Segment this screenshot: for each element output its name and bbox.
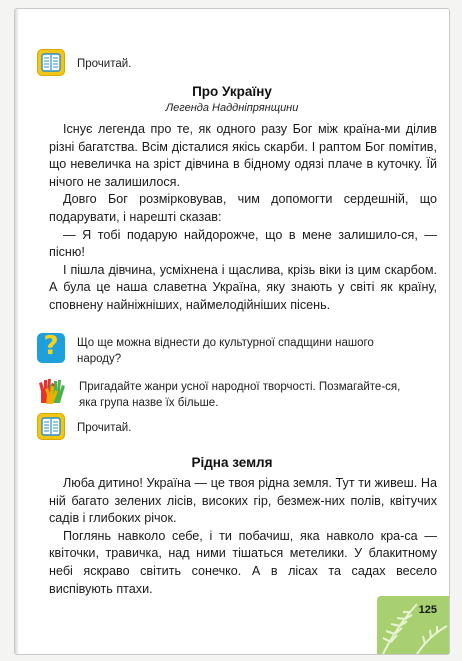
book-icon — [37, 49, 65, 76]
story-title: Про Україну — [192, 84, 272, 99]
task-instruction: Прочитай. — [77, 58, 132, 70]
task-group-work — [37, 377, 415, 411]
task-read-2 — [37, 413, 131, 440]
page-number-corner — [377, 596, 449, 654]
story-text — [49, 475, 437, 598]
paragraph: Існує легенда про те, як одного разу Бог між країна-ми ділив різні багатства. Всім дісталися якісь скарби. І раптом Бог помітив, що невеличка на зріст дівчина в бідному одязі плаче в куточку. Їй нічого не залишилося. — [49, 122, 437, 189]
textbook-page — [14, 8, 450, 655]
paragraph: І пішла дівчина, усміхнена і щаслива, крізь віки із цим скарбом. А була це наша славетна Україна, яку знають у світі як країну, сповнену найніжніших, наймелодійніших пісень. — [49, 262, 437, 312]
question-icon: ? — [37, 333, 65, 363]
task-instruction: Прочитай. — [77, 422, 132, 434]
paragraph: Поглянь навколо себе, і ти побачиш, яка навколо кра-са — квіточки, травичка, над ними тішаться метелики. У блакитному небі яскраво світить сонечко. А в лісах та садах весело виспівують птахи. — [49, 528, 437, 596]
book-icon — [37, 413, 65, 440]
story-subtitle: Легенда Наддніпрянщини — [165, 102, 299, 114]
fern-decoration-icon — [377, 596, 449, 654]
story-title: Рідна земля — [191, 455, 273, 470]
paragraph: Довго Бог розмірковував, чим допомогти сердешній, що подарувати, і нарешті сказав: — [49, 192, 437, 224]
hands-icon — [37, 377, 67, 405]
task-read-1 — [37, 49, 131, 76]
story-text — [49, 121, 437, 315]
task-instruction: Пригадайте жанри усної народної творчості. Позмагайте-ся, яка група назве їх більше. — [79, 381, 401, 409]
task-instruction: Що ще можна віднести до культурної спадщини нашого народу? — [77, 337, 374, 365]
task-question — [37, 333, 411, 367]
page-number: 125 — [418, 604, 437, 616]
paragraph: — Я тобі подарую найдорожче, що в мене залишило-ся, — пісню! — [49, 227, 437, 260]
paragraph: Люба дитино! Україна — це твоя рідна земля. Тут ти живеш. На ній багато зелених лісів, високих гір, безмеж-них полів, квітучих садів і глибоких річок. — [49, 476, 437, 526]
